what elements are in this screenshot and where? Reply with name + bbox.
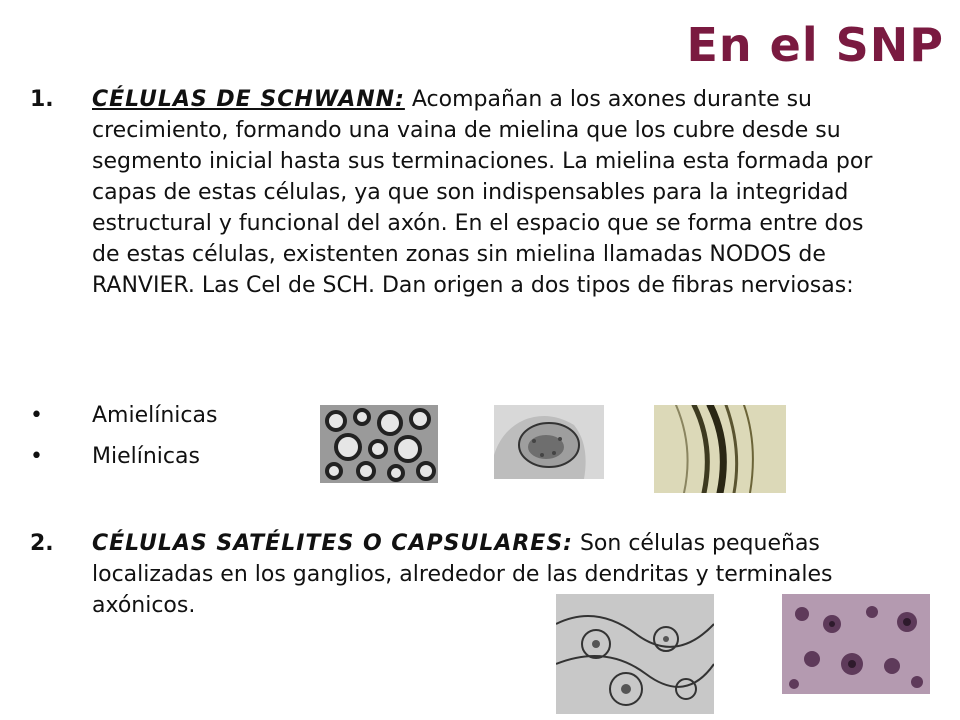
item-schwann [30,84,880,301]
item-text [92,528,880,621]
slide-title: En el SNP [686,18,944,72]
bullet-item [30,441,200,472]
item-text [92,84,880,301]
item-number: 2. [30,531,54,556]
bullet-label: Mielínicas [92,444,200,469]
bullet-label: Amielínicas [92,403,218,428]
item-heading: CÉLULAS DE SCHWANN: [92,87,405,112]
item-body: Son células pequeñas localizadas en los ganglios, alrededor de las dendritas y terminales axónicos. [92,531,833,618]
micrograph-myelinated-fibers [654,405,786,493]
micrograph-ganglion-em [556,594,714,714]
bullet-dot: • [30,403,43,428]
item-number: 1. [30,87,54,112]
micrograph-axons-cross-section [320,405,438,483]
item-satellite [30,528,880,621]
bullet-item [30,400,217,431]
item-heading: CÉLULAS SATÉLITES O CAPSULARES: [92,531,573,556]
item-body: Acompañan a los axones durante su crecimiento, formando una vaina de mielina que los cubre desde su segmento inicial hasta sus terminaciones. La mielina esta formada por capas de estas células, ya que son indispensables para la integridad estructural y funcional del axón. En el espacio que se forma entre dos de estas células, existenten zonas sin mielina llamadas NODOS de RANVIER. Las Cel de SCH. Dan origen a dos tipos de fibras nerviosas: [92,87,873,298]
bullet-dot: • [30,444,43,469]
micrograph-stained-ganglion [782,594,930,694]
micrograph-schwann-cell [494,405,604,479]
